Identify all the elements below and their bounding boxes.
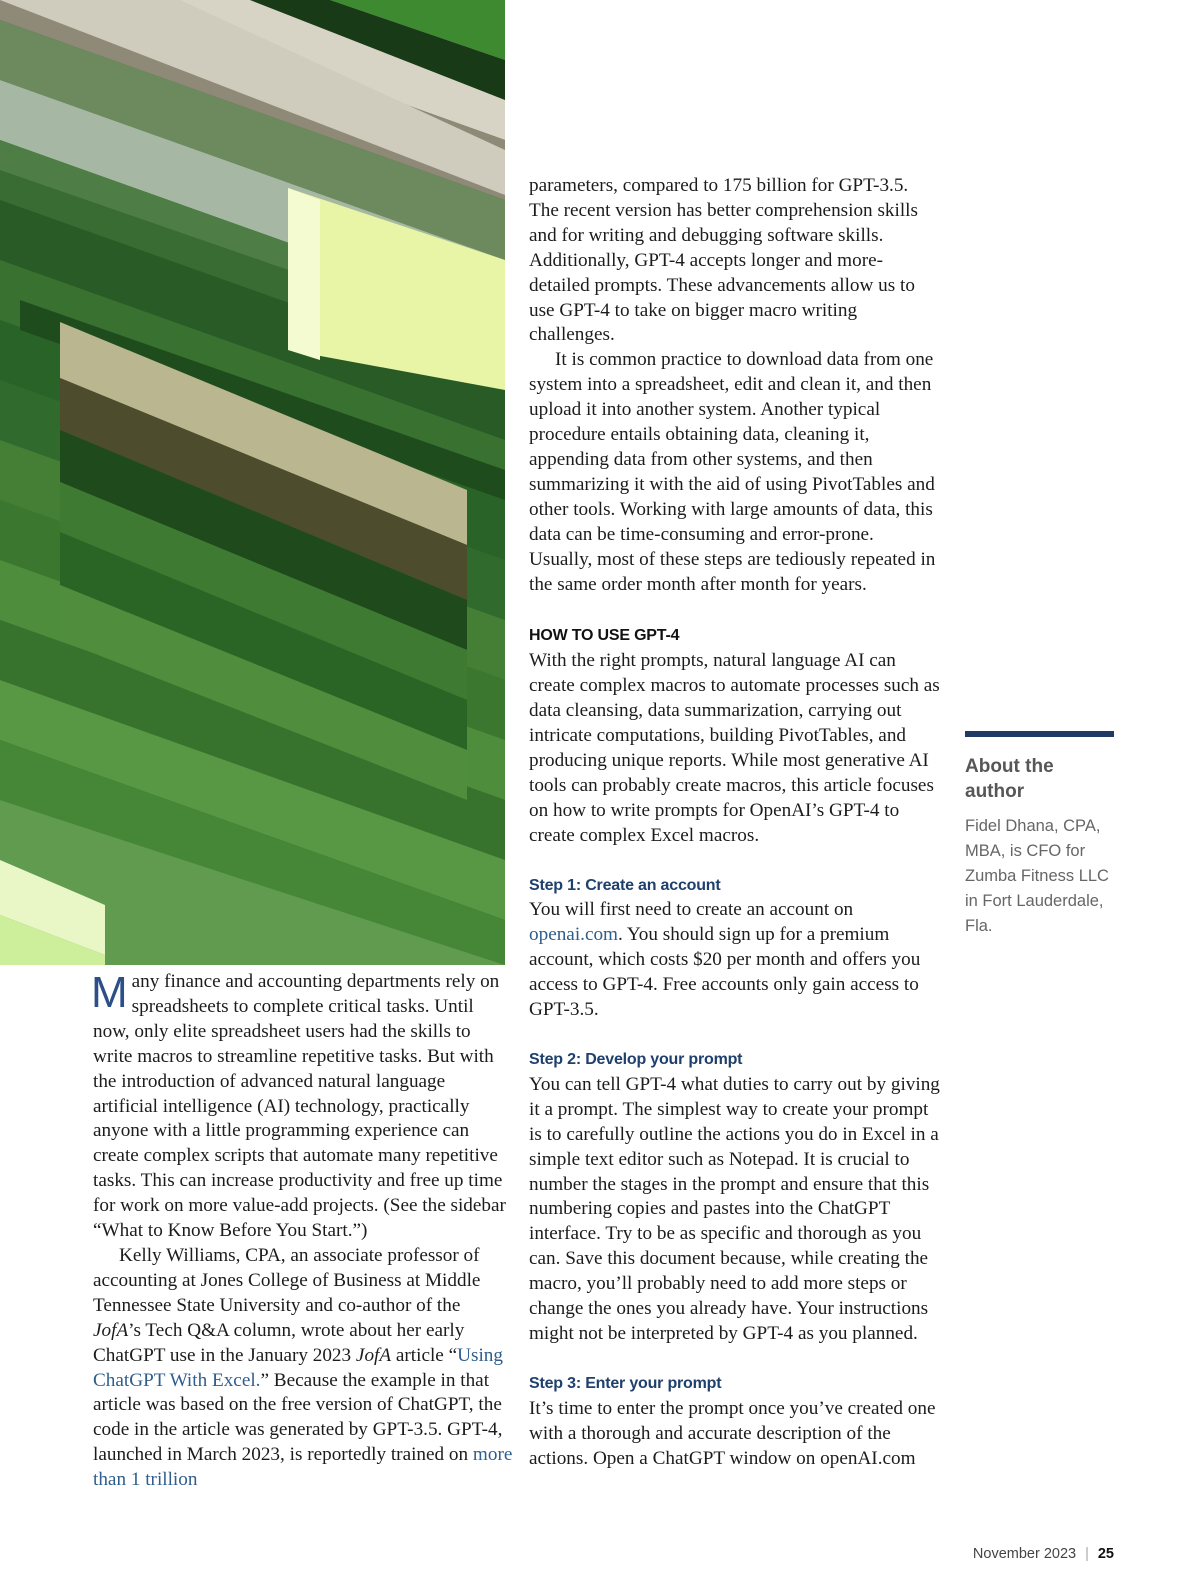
paragraph-right-prompts: With the right prompts, natural language AI can create complex macros to automate processes such as data cleansing, data summarization, carrying out intricate computations, building PivotTables, and producing unique reports. While most generative AI tools can probably create macros, this article focuses on how to write prompts for OpenAI’s GPT-4 to create complex Excel macros. <box>529 650 940 846</box>
page-number: 25 <box>1097 1546 1114 1562</box>
paragraph-kelly-williams <box>93 1244 513 1493</box>
dropcap: M <box>91 968 128 1017</box>
text-run: Kelly Williams, CPA, an associate professor of accounting at Jones College of Business at Middle Tennessee State University and co-author of the <box>93 1244 481 1316</box>
sidebar-heading: About the author <box>965 756 1054 802</box>
paragraph-common-practice: It is common practice to download data from one system into a spreadsheet, edit and clean it, and then upload it into another system. Another typical procedure entails obtaining data, cleaning it, appending data from other systems, and then summarizing it with the aid of using PivotTables and other tools. Working with large amounts of data, this data can be time-consuming and error-prone. Usually, most of these steps are tediously repeated in the same order month after month for years. <box>529 349 936 595</box>
link-using-chatgpt-with-excel[interactable]: Using ChatGPT With Excel. <box>93 1344 503 1391</box>
step-1-heading: Step 1: Create an account <box>529 876 721 894</box>
text-run: You will first need to create an account on <box>529 899 854 921</box>
sidebar-rule <box>965 731 1114 737</box>
text-run: . You should sign up for a premium account, which costs $20 per month and offers you access to GPT-4. Free accounts only gain access to GPT-3.5. <box>529 924 921 1021</box>
step-1-paragraph <box>529 898 941 1023</box>
link-openai[interactable]: openai.com <box>529 924 618 946</box>
abstract-green-artwork <box>0 0 505 965</box>
text-run: ” Because the example in that article was based on the free version of ChatGPT, the code in the article was generated by GPT-3.5. GPT-4, launched in March 2023, is reportedly trained on <box>93 1369 503 1466</box>
text-run: ’s Tech Q&A column, wrote about her early ChatGPT use in the January 2023 <box>93 1319 465 1366</box>
intro-paragraph <box>93 970 513 1244</box>
step-2-heading: Step 2: Develop your prompt <box>529 1051 743 1068</box>
paragraph-parameters: parameters, compared to 175 billion for GPT-3.5. The recent version has better comprehension skills and for writing and debugging software skills. Additionally, GPT-4 accepts longer and more-detailed prompts. These advancements allow us to use GPT-4 to take on bigger macro writing challenges. <box>529 175 918 346</box>
publication-name: JofA <box>93 1319 129 1341</box>
section-heading-how-to-use: HOW TO USE GPT-4 <box>529 627 680 645</box>
publication-name: JofA <box>355 1344 392 1366</box>
step-3-heading: Step 3: Enter your prompt <box>529 1374 722 1392</box>
footer-separator: | <box>1085 1546 1089 1562</box>
step-3-paragraph: It’s time to enter the prompt once you’ve created one with a thorough and accurate description of the actions. Open a ChatGPT window on openAI.com <box>529 1397 936 1469</box>
link-more-than-1-trillion[interactable]: more than 1 trillion <box>93 1444 513 1491</box>
issue-date: November 2023 <box>972 1546 1077 1562</box>
article-column-left <box>93 970 513 1493</box>
step-2-paragraph: You can tell GPT-4 what duties to carry out by giving it a prompt. The simplest way to create your prompt is to carefully outline the actions you do in Excel in a simple text editor such as Notepad. It is crucial to number the stages in the prompt and ensure that this numbering copies and pastes into the ChatGPT interface. Try to be as specific and thorough as you can. Save this document because, while creating the macro, you’ll probably need to add more steps or change the ones you already have. Your instructions might not be interpreted by GPT-4 as you planned. <box>529 1073 940 1344</box>
text-run: article “ <box>391 1344 458 1366</box>
about-the-author-sidebar <box>965 731 1115 939</box>
page-footer <box>973 1546 1114 1562</box>
article-column-middle <box>529 174 941 1472</box>
intro-text: any finance and accounting departments rely on spreadsheets to complete critical tasks. Until now, only elite spreadsheet users had the skills to write macros to streamline repetitive tasks. But with the introduction of advanced natural language artificial intelligence (AI) technology, practically anyone with a little programming experience can create complex scripts that automate many repetitive tasks. This can increase productivity and free up time for work on more value-add projects. (See the sidebar “What to Know Before You Start.”) <box>93 971 506 1242</box>
sidebar-body: Fidel Dhana, CPA, MBA, is CFO for Zumba Fitness LLC in Fort Lauderdale, Fla. <box>965 817 1109 935</box>
